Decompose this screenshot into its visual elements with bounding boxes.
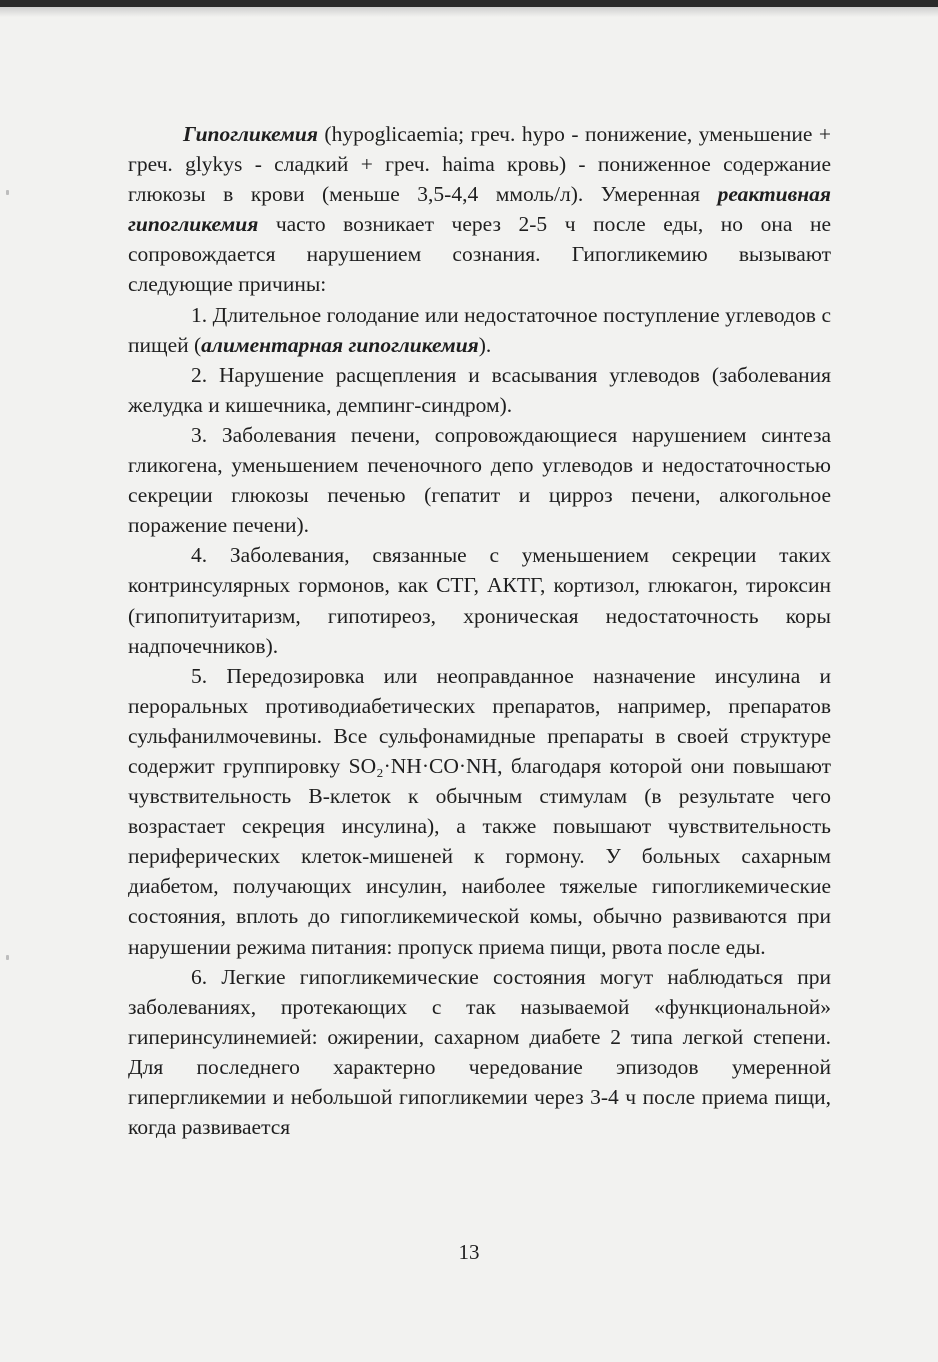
term-hypoglycemia: Гипогликемия bbox=[183, 122, 318, 146]
page-text bbox=[128, 119, 831, 1142]
paragraph bbox=[128, 661, 831, 962]
margin-speck bbox=[6, 190, 9, 195]
paragraph bbox=[128, 300, 831, 360]
text-segment: часто возникает через 2-5 ч после еды, но она не сопровождается нарушением сознания. Гипогликемию вызывают следующие причины: bbox=[128, 212, 831, 297]
page-number: 13 bbox=[458, 1240, 480, 1264]
text-segment: 1. Длительное голодание или недостаточное поступление углеводов с пищей ( bbox=[128, 302, 831, 357]
text-segment: 2. Нарушение расщепления и всасывания углеводов (заболевания желудка и кишечника, демпинг-синдром). bbox=[128, 362, 831, 417]
text-segment: 4. Заболевания, связанные с уменьшением секреции таких контринсулярных гормонов, как СТГ, АКТГ, кортизол, глюкагон, тироксин (гипопитуитаризм, гипотиреоз, хроническая недостаточность коры надпочечников). bbox=[128, 543, 831, 658]
text-segment: ). bbox=[478, 332, 492, 357]
text-segment: 5. Передозировка или неоправданное назначение инсулина и пероральных противодиабетических препаратов, например, препаратов сульфанилмочевины. Все сульфонамидные препараты в своей структуре содержит группировку SO₂·NH·CO·NH, благодаря которой они повышают чувствительность B-клеток к обычным стимулам (в результате чего возрастает секреция инсулина), а также повышают чувствительность периферических клеток-мишеней к гормону. У больных сахарным диабетом, получающих инсулин, наиболее тяжелые гипогликемические состояния, вплоть до гипогликемической комы, обычно развиваются при нарушении режима питания: пропуск приема пищи, рвота после еды. bbox=[128, 663, 831, 959]
term-alimentary-hypoglycemia: алиментарная гипогликемия bbox=[201, 332, 479, 357]
scan-shadow bbox=[0, 7, 938, 17]
text-segment: (hypoglicaemia; греч. hypo - понижение, уменьшение + греч. glykys - сладкий + греч. haima кровь) - пониженное содержание глюкозы в крови (меньше 3,5-4,4 ммоль/л). Умеренная bbox=[128, 122, 831, 207]
text-segment: 6. Легкие гипогликемические состояния могут наблюдаться при заболеваниях, протекающих с так называемой «функциональной» гиперинсулинемией: ожирении, сахарном диабете 2 типа легкой степени. Для последнего характерно чередование эпизодов умеренной гипергликемии и небольшой гипогликемии через 3-4 ч после приема пищи, когда развивается bbox=[128, 964, 831, 1140]
term-reactive-hypoglycemia: реактивная гипогликемия bbox=[128, 182, 831, 237]
paragraph bbox=[128, 962, 831, 1143]
paragraph bbox=[128, 540, 831, 660]
margin-speck bbox=[6, 955, 9, 960]
text-segment: 3. Заболевания печени, сопровождающиеся нарушением синтеза гликогена, уменьшением печеночного депо углеводов и недостаточностью секреции глюкозы печенью (гепатит и цирроз печени, алкогольное поражение печени). bbox=[128, 422, 831, 538]
paragraph bbox=[128, 360, 831, 420]
scan-top-edge bbox=[0, 0, 938, 7]
paragraph bbox=[128, 420, 831, 540]
paragraph bbox=[128, 119, 831, 300]
